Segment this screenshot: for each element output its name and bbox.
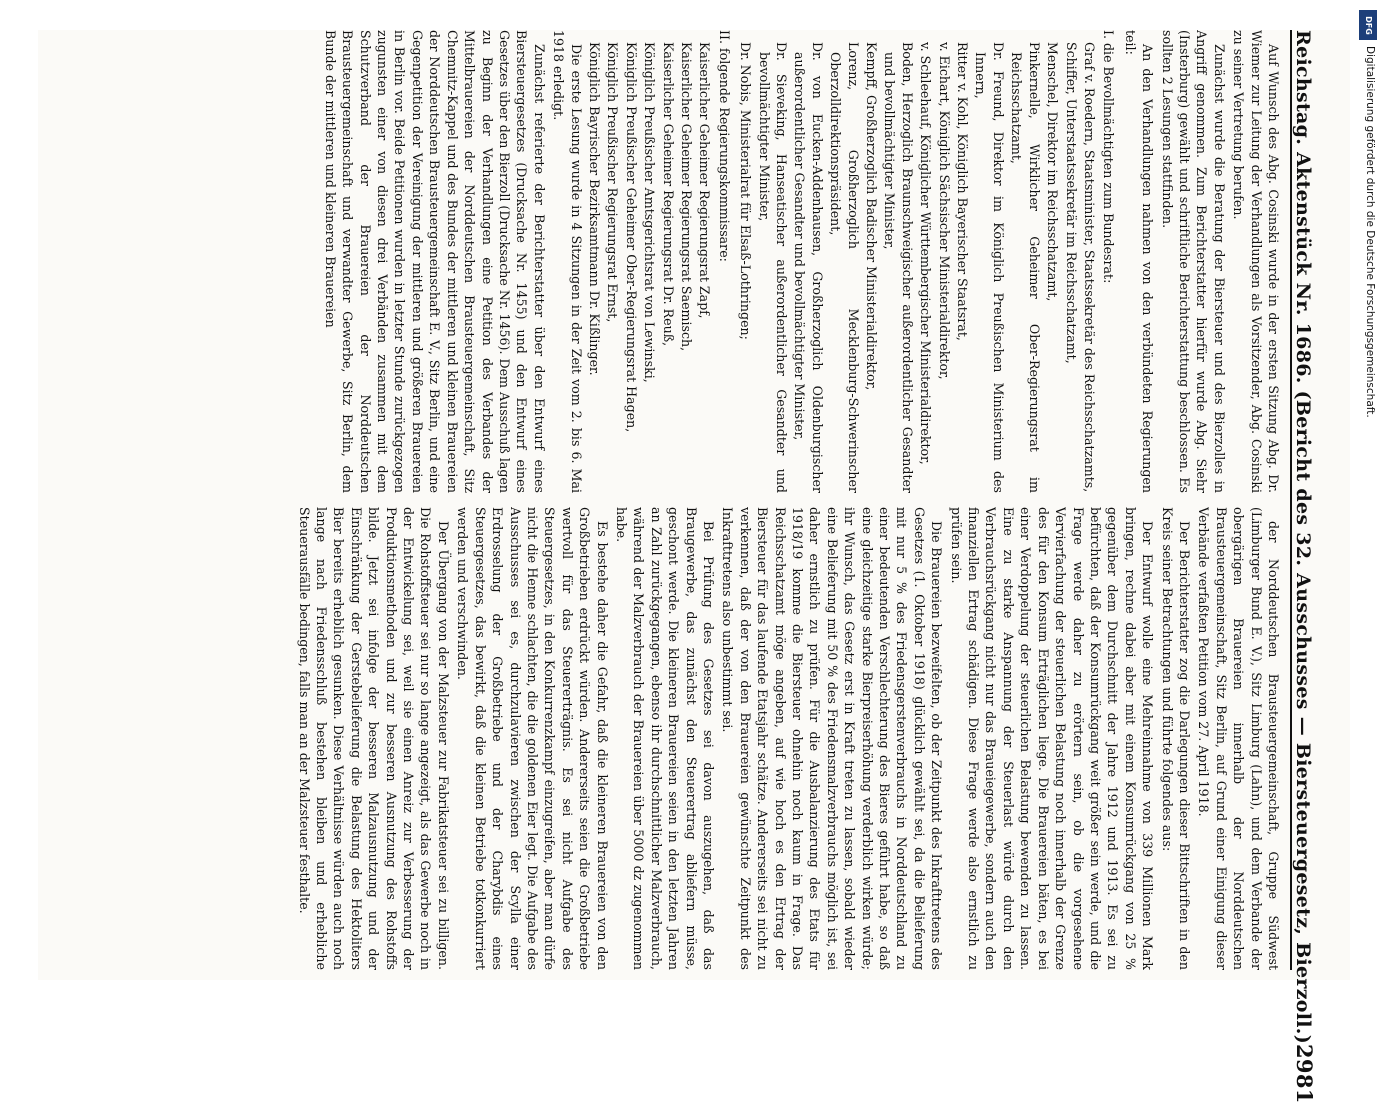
list-item: Königlich Preußischer Regierungsrat Ernst,: [605, 42, 621, 323]
section-heading: I. die Bevollmächtigten zum Bundesrat:: [1101, 30, 1117, 284]
list-item: Dr. von Eucken-Addenhausen, Großherzoglich Oldenburgischer außerordentlicher Gesandter und bevollmächtigter Minister,: [792, 42, 825, 493]
section-heading: II. folgende Regierungskommissare:: [716, 30, 732, 262]
paragraph: Die Brauereien bezweifelten, ob der Zeitpunkt des Inkrafttretens des Gesetzes (1. Oktober 1918) glücklich gewählt sei, da die Belieferung mit nur 5 % des Friedensgerstenverbrauchs in Norddeutschland zu einer bedeutenden Verschlechterung des Bieres geführt habe, so daß eine gleichzeitige starke Bierpreiserhöhung verderblich wirken würde; ihr Wunsch, das Gesetz erst in Kraft treten zu lassen, sobald wieder eine Belieferung mit 50 % des Friedensmalzverbrauchs möglich ist, sei daher ernstlich zu prüfen. Für die Ausbalanzierung des Etats für 1918/19 komme die Biersteuer ohnehin noch kaum in Frage. Das Reichsschatzamt möge angeben, auf wie hoch es den Ertrag der Biersteuer für das laufende Etatsjahr schätze. Andererseits sei nicht zu verkennen, daß der von den Brauereien gewünschte Zeitpunkt des Inkrafttretens also unbestimmt sei.: [720, 507, 945, 970]
paragraph: Der Entwurf wolle eine Mehreinnahme von 339 Millionen Mark bringen, rechne dabei aber mit einem Konsumrückgang von 25 % gegenüber dem Durchschnitt der Jahre 1912 und 1913. Es sei zu befürchten, daß der Konsumrückgang weit größer sein werde, und die Frage werde daher zu erörtern sein, ob die vorgesehene Vervierfachung der steuerlichen Belastung noch innerhalb der Grenze des für den Konsum Erträglichen liege. Die Brauereien bäten, es bei einer Verdoppelung der steuerlichen Belastung bewenden zu lassen. Eine zu starke Anspannung der Steuerlast würde durch den Verbrauchsrückgang nicht nur das Braueiegewerbe, sondern auch den finanziellen Ertrag schädigen. Diese Frage werde also ernstlich zu prüfen sein.: [948, 507, 1156, 970]
paragraph: Die erste Lesung wurde in 4 Sitzungen in der Zeit vom 2. bis 6. Mai 1918 erledigt.: [551, 30, 584, 493]
list-item: Kempff, Großherzoglich Badischer Ministerialdirektor,: [864, 42, 880, 391]
paragraph: Zunächst wurde die Beratung der Biersteuer und des Bierzolles in Angriff genommen. Zum Berichterstatter hierfür wurde Abg. Siehr (Insterburg) gewählt und schriftliche Berichterstattung beschlossen. Es sollten 2 Lesungen stattfinden.: [1159, 30, 1227, 493]
list-item: Königlich Bayrischer Bezirksamtmann Dr. Kißlinger.: [586, 42, 602, 376]
list-item: Dr. Sieveking, Hanseatischer außerordentlicher Gesandter und bevollmächtigter Minister,: [756, 42, 790, 493]
list-item: Schiffer, Unterstaatssekretär im Reichsschatzamt,: [1063, 42, 1079, 364]
paragraph: Es bestehe daher die Gefahr, daß die kleineren Brauereien von den Großbetrieben erdrückt würden. Andererseits seien die Großbetriebe wertvoll für das Steuererträgnis. Es sei nicht Aufgabe des Steuergesetzes, in den Konkurrenzkampf einzugreifen, aber man dürfe nicht die Henne schlachten, die die goldenen Eier legt. Die Aufgabe des Ausschusses sei es, durchzulavieren zwischen der Scylla einer Erdrosselung der Großbetriebe und der Charybdis eines Steuergesetzes, das bewirkt, daß die kleinen Betriebe totkonkurriert werden und verschwinden.: [455, 507, 610, 970]
paragraph: der Norddeutschen Brausteuergemeinschaft, Gruppe Südwest (Limburger Bund E. V.), Sitz Limburg (Lahn), und dem Verbande der obergärigen Brauereien innerhalb der Norddeutschen Brausteuergemeinschaft, Sitz Berlin, auf Grund einer Einigung dieser Verbände verfaßten Petition vom 27. April 1918.: [1196, 507, 1281, 970]
list-item: Dr. Freund, Direktor im Königlich Preußischen Ministerium des Innern,: [973, 42, 1006, 493]
paragraph: Der Berichterstatter zog die Darlegungen dieser Bittschriften in den Kreis seiner Betrachtungen und führte folgendes aus:: [1159, 507, 1192, 970]
list-item: Königlich Preußischer Geheimer Ober-Regierungsrat Hagen,: [623, 42, 639, 433]
list-item: Graf v. Roedern, Staatsminister, Staatssekretär des Reichsschatzamts,: [1081, 42, 1097, 493]
paragraph: An den Verhandlungen nahmen von den verbündeten Regierungen teil:: [1122, 30, 1156, 493]
page-header: [1290, 30, 1330, 1104]
list-item: Kaiserlicher Geheimer Regierungsrat Dr. Reuß,: [660, 42, 676, 347]
dfg-logo-text: DFG: [1363, 15, 1373, 35]
digitization-credit: Digitalisierung gefördert durch die Deutsche Forschungsgemeinschaft.: [1364, 46, 1376, 418]
list-item: Königlich Preußischer Amtsgerichtsrat von Lewinski,: [642, 42, 658, 383]
paragraph: Bei Prüfung des Gesetzes sei davon auszugehen, daß das Braugewerbe, das zunächst den Steuerertrag abliefern müsse, geschont werde. Die kleineren Brauereien seien in den letzten Jahren an Zahl zurückgegangen, ebenso ihr durchschnittlicher Malzverbrauch, während der Malzverbrauch der Brauereien über 5000 dz zugenommen habe.: [613, 507, 716, 970]
digitization-sidebar: [1356, 0, 1382, 1000]
text-column-right: [102, 507, 1282, 970]
text-columns: [102, 30, 1282, 970]
list-item: Kaiserlicher Geheimer Regierungsrat Saemisch,: [679, 42, 694, 352]
paragraph: Zunächst referierte der Berichterstatter über den Entwurf eines Biersteuergesetzes (Drucksache Nr. 1455) und den Entwurf eines Gesetzes über den Bierzoll (Drucksache Nr. 1456). Dem Ausschuß lagen zu Beginn der Verhandlungen eine Petition des Verbandes der Mittelbrauereien der Norddeutschen Brausteuergemeinschaft, Sitz Chemnitz-Kappel und des Bundes der mittleren und kleinen Brauereien der Norddeutschen Brausteuergemeinschaft E. V., Sitz Berlin, und eine Gegenpetition der Vereinigung der mittleren und größeren Brauereien in Berlin vor. Beide Petitionen wurden in letzter Stunde zurückgezogen zugunsten einer von diesen drei Verbänden zusammen mit dem Schutzverband der Brauereien der Norddeutschen Brausteuergemeinschaft und verwandter Gewerbe, Sitz Berlin, dem Bunde der mittleren und kleineren Brauereien: [322, 30, 547, 493]
header-title: Reichstag. Aktenstück Nr. 1686. (Bericht des 32. Ausschusses — Biersteuergesetz, Bierzoll.): [1292, 30, 1314, 1045]
paragraph: Der Übergang von der Malzsteuer zur Fabrikatsteuer sei zu billigen. Die Rohstoffsteuer sei nur so lange angezeigt, als das Gewerbe noch in der Entwickelung sei, weil sie einen Anreiz zur Verbesserung der Produktionsmethoden und zur besseren Ausnutzung des Rohstoffs bilde. Jetzt sei infolge der besseren Malzausnutzung und der Einschränkung der Gerstebelieferung die Belastung des Hektoliters Bier bereits erheblich gesunken. Diese Verhältnisse würden auch noch lange nach Friedensschluß bestehen bleiben und erhebliche Steuerausfälle bedingen, falls man an der Malzsteuer festhalte.: [296, 507, 451, 970]
document-page: [90, 30, 1330, 1104]
list-item: v. Eichart, Königlich Sächsischer Ministerialdirektor,: [936, 42, 952, 380]
text-column-left: [102, 30, 1282, 493]
list-item: v. Schleehauf, Königlicher Württembergischer Ministerialdirektor,: [918, 42, 934, 465]
list-item: Menschel, Direktor im Reichsschatzamt,: [1045, 42, 1061, 302]
paragraph: Auf Wunsch des Abg. Cosinski wurde in der ersten Sitzung Abg. Dr. Wiemer zur Leitung der Verhandlungen als Vorsitzender, Abg. Cosinski zu seiner Vertretung berufen.: [1231, 30, 1281, 493]
dfg-logo: [1359, 10, 1377, 40]
list-item: Dr. Nobis, Ministerialrat für Elsaß-Lothringen;: [738, 42, 754, 340]
list-item: Lorenz, Großherzoglich Mecklenburg-Schwerinscher Oberzolldirektionspräsident,: [828, 42, 861, 493]
list-item: Boden, Herzoglich Braunschweigischer außerordentlicher Gesandter und bevollmächtigter Minister,: [882, 42, 915, 493]
list-item: Pinkernelle, Wirklicher Geheimer Ober-Regierungsrat im Reichsschatzamt,: [1009, 42, 1042, 493]
list-item: Ritter v. Kohl, Königlich Bayerischer Staatsrat,: [955, 42, 971, 341]
list-item: Kaiserlicher Geheimer Regierungsrat Zapf,: [697, 42, 713, 319]
page-number: 2981: [1292, 1044, 1317, 1104]
